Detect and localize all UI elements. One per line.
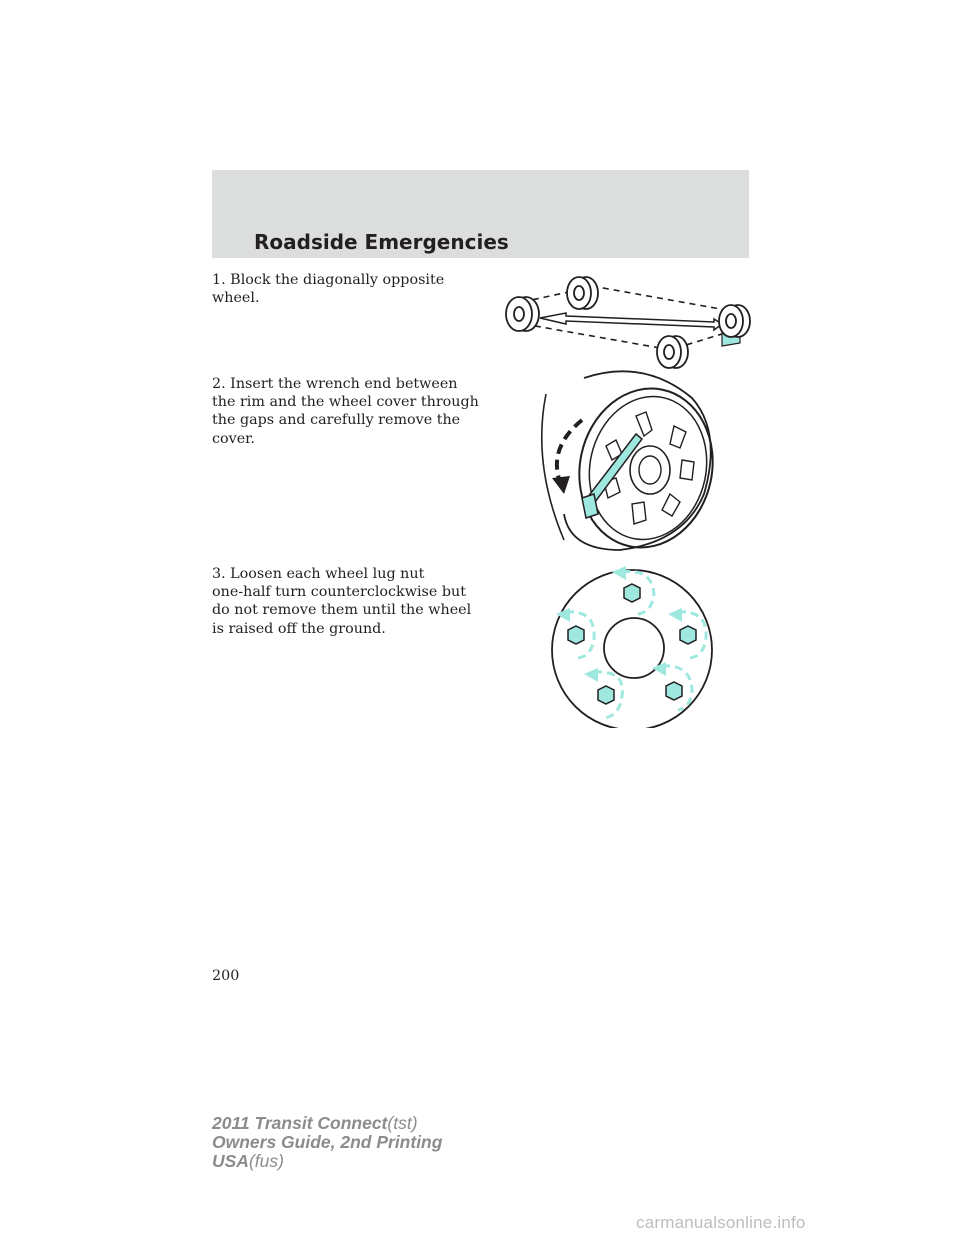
- wheel-blocking-diagram-icon: [500, 266, 762, 378]
- step-2-text: 2. Insert the wrench end between the rim and the wheel cover through the gaps and carefully remove the cover.: [212, 376, 479, 447]
- page-number: 200: [212, 968, 240, 984]
- footer-model-code: (tst): [387, 1113, 418, 1133]
- footer-model: 2011 Transit Connect: [212, 1113, 388, 1133]
- section-header: [212, 170, 749, 258]
- step-3-text: 3. Loosen each wheel lug nut one-half turn counterclockwise but do not remove them until the wheel is raised off the ground.: [212, 566, 472, 637]
- section-title: Roadside Emergencies: [254, 230, 509, 254]
- document-footer: [212, 1114, 442, 1171]
- footer-market-code: (fus): [248, 1151, 284, 1171]
- lug-nut-loosening-icon: [542, 558, 718, 728]
- watermark: carmanualsonline.info: [636, 1213, 806, 1232]
- wheel-cover-removal-icon: [524, 364, 766, 552]
- footer-market: USA: [212, 1151, 249, 1171]
- footer-edition: Owners Guide, 2nd Printing: [212, 1132, 443, 1152]
- step-1-text: 1. Block the diagonally opposite wheel.: [212, 272, 445, 307]
